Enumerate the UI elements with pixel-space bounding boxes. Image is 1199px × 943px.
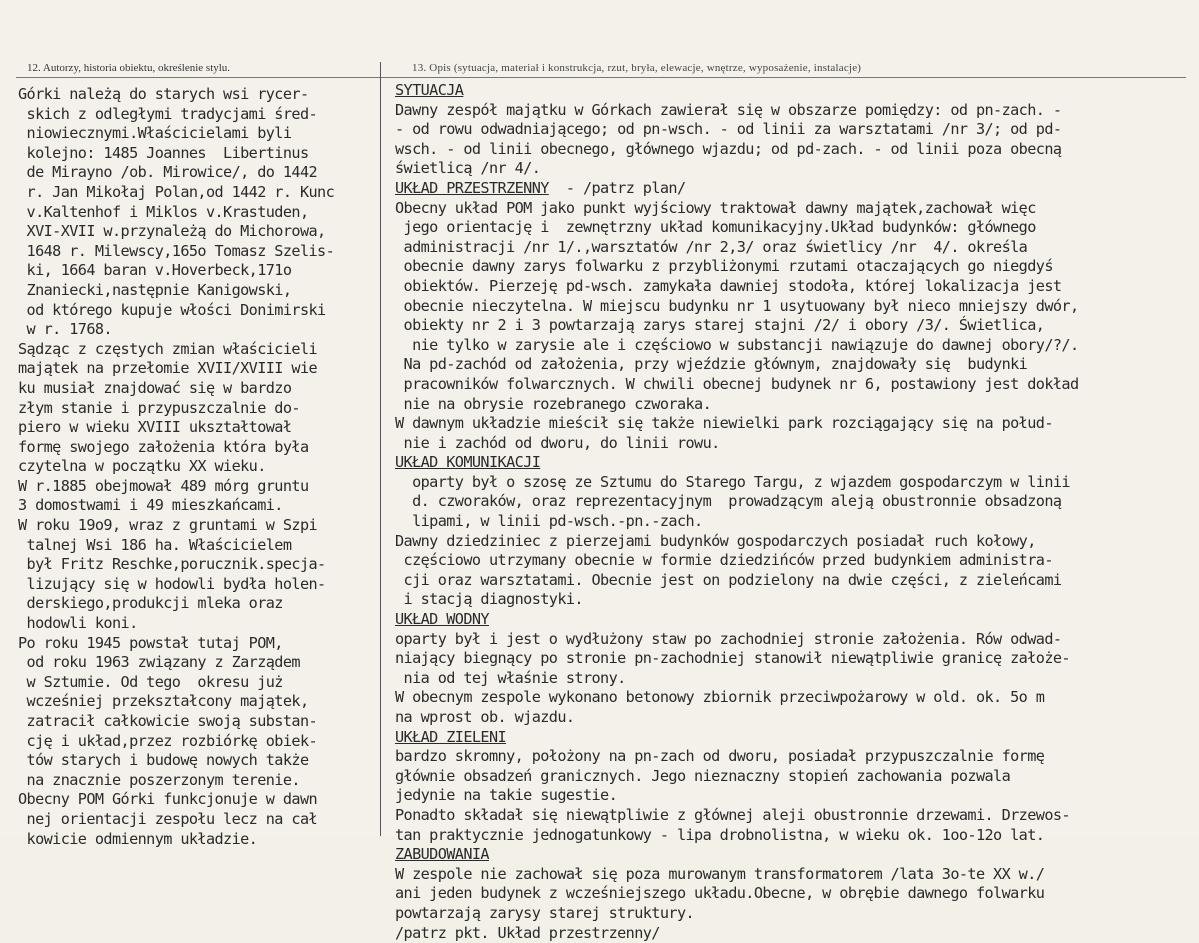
description-text-line: d. czworaków, oraz reprezentacyjnym prowadzącym aleją obustronnie obsadzoną (395, 492, 1062, 511)
description-text-line: niający biegnący po stronie pn-zachodniej stanowił niewątpliwie granicę założe- (395, 649, 1070, 668)
history-text-line: W r.1885 obejmował 489 mórg gruntu (18, 476, 309, 495)
history-text-line: de Mirayno /ob. Mirowice/, do 1442 (18, 163, 318, 182)
history-text-line: czytelna w początku XX wieku. (18, 457, 266, 476)
description-text-line: Dawny dziedziniec z pierzejami budynków gospodarczych posiadał ruch kołowy, (395, 531, 1036, 550)
description-text-line: częściowo utrzymany obecnie w formie dziedzińców przed budynkiem administra- (395, 551, 1053, 570)
history-text-line: wcześniej przekształcony majątek, (18, 692, 309, 711)
description-text-line: Na pd-zachód od założenia, przy wjeździe głównym, znajdowały się budynki (395, 355, 1028, 374)
description-text-line: pracowników folwarcznych. W chwili obecnej budynek nr 6, postawiony jest dokład (395, 374, 1079, 393)
description-text-line: bardzo skromny, położony na pn-zach od dworu, posiadał przypuszczalnie formę (395, 747, 1045, 766)
section-heading-label: UKŁAD ZIELENI (395, 727, 507, 746)
description-text-line: W obecnym zespole wykonano betonowy zbiornik przeciwpożarowy w old. ok. 5o m (395, 688, 1045, 707)
history-text-line: Górki należą do starych wsi rycer- (18, 85, 309, 103)
history-text-line: w r. 1768. (18, 320, 112, 339)
description-text-line: cji oraz warsztatami. Obecnie jest on podzielony na dwie części, z zieleńcami (395, 570, 1062, 589)
description-text-line: nie na obrysie rozebranego czworaka. (395, 394, 712, 413)
history-text-line: ku musiał znajdować się w bardzo (18, 378, 292, 397)
section-heading-label: UKŁAD WODNY (395, 610, 489, 629)
description-text-line: wsch. - od linii obecnego, głównego wjazdu; od pd-zach. - od linii poza obecną (395, 139, 1062, 158)
description-text-line: świetlicą /nr 4/. (395, 159, 541, 178)
history-text-line: kolejno: 1485 Joannes Libertinus (18, 143, 309, 162)
section-heading (395, 453, 1195, 473)
history-text-line: Obecny POM Górki funkcjonuje w dawn (18, 790, 318, 809)
section-heading (395, 845, 1195, 865)
description-text-line: nia od tej właśnie strony. (395, 668, 626, 687)
history-text-line: tów starych i budowę nowych także (18, 751, 309, 770)
description-text-line: obecnie nieczytelna. W miejscu budynku nr 1 usytuowany był nieco mniejszy dwór, (395, 296, 1079, 315)
history-text-line: nej orientacji zespołu lecz na cał (18, 809, 318, 828)
history-text-line: Znaniecki,następnie Kanigowski, (18, 280, 292, 299)
description-text-line: obiekty nr 2 i 3 powtarzają zarys starej stajni /2/ i obory /3/. Świetlica, (395, 316, 1045, 335)
history-text-line: był Fritz Reschke,porucznik.specja- (18, 555, 326, 574)
description-text-line: głównie obsadzeń granicznych. Jego nieznaczny stopień zachowania pozwala (395, 766, 1011, 785)
history-text-line: Po roku 1945 powstał tutaj POM, (18, 633, 283, 652)
section-heading-label: UKŁAD PRZESTRZENNY (395, 178, 549, 197)
header-divider (16, 77, 1186, 78)
history-text-line: formę swojego założenia która była (18, 437, 309, 456)
history-text-line: 1648 r. Milewscy,165o Tomasz Szelis- (18, 241, 335, 260)
description-text-line: Ponadto składał się niewątpliwie z głównej aleji obustronnie drzewami. Drzewos- (395, 805, 1070, 824)
description-text-line: nie i zachód od dworu, do linii rowu. (395, 433, 720, 452)
history-text-line: XVI-XVII w.przynależą do Michorowa, (18, 222, 326, 241)
description-text-line: W dawnym układzie mieścił się także niewielki park rozciągający się na połud- (395, 414, 1053, 433)
history-text-line: skich z odległymi tradycjami śred- (18, 104, 318, 123)
description-text-line: oparty był o szosę ze Sztumu do Starego Targu, z wjazdem gospodarczym w linii (395, 472, 1070, 491)
history-text-line: kowicie odmiennym układzie. (18, 829, 258, 848)
description-text-line: powtarzają zarysy starej struktury. (395, 903, 695, 922)
section-heading-note: - /patrz plan/ (548, 178, 686, 197)
history-text-line: Sądząc z częstych zmian właścicieli (18, 339, 318, 358)
description-text-line: Dawny zespół majątku w Górkach zawierał się w obszarze pomiędzy: od pn-zach. - (395, 100, 1062, 119)
section-heading-label: UKŁAD KOMUNIKACJI (395, 453, 541, 472)
history-text-line: talnej Wsi 186 ha. Właścicielem (18, 535, 292, 554)
description-text-line: lipami, w linii pd-wsch.-pn.-zach. (395, 512, 703, 531)
section-heading (395, 81, 1195, 101)
description-text-line: obiektów. Pierzeję pd-wsch. zamykała dawniej stodoła, której lokalizacja jest (395, 276, 1062, 295)
section-heading (395, 728, 1195, 748)
history-text-line: derskiego,produkcji mleka oraz (18, 594, 283, 613)
history-text-line: niowiecznymi.Właścicielami byli (18, 124, 292, 143)
description-text-line: administracji /nr 1/.,warsztatów /nr 2,3/ oraz świetlicy /nr 4/. określa (395, 237, 1028, 256)
history-text-line: lizujący się w hodowli bydła holen- (18, 574, 326, 593)
description-text-line: oparty był i jest o wydłużony staw po zachodniej stronie założenia. Rów odwad- (395, 629, 1062, 648)
description-text-line: - od rowu odwadniającego; od pn-wsch. - od linii za warsztatami /nr 3/; od pd- (395, 120, 1062, 139)
history-text-line: r. Jan Mikołaj Polan,od 1442 r. Kunc (18, 182, 335, 201)
description-text-line: /patrz pkt. Układ przestrzenny/ (395, 923, 660, 942)
section-header-12: 12. Autorzy, historia obiektu, określenie stylu. (27, 62, 231, 74)
description-text-line: jego orientację i zewnętrzny układ komunikacyjny.Układ budynków: głównego (395, 218, 1036, 237)
history-text-line: na znacznie poszerzonym terenie. (18, 770, 300, 789)
history-text-line: v.Kaltenhof i Miklos v.Krastuden, (18, 202, 309, 221)
description-text-line: Obecny układ POM jako punkt wyjściowy traktował dawny majątek,zachował więc (395, 198, 1036, 217)
history-text-line: majątek na przełomie XVII/XVIII wie (18, 359, 318, 378)
history-text-line: od roku 1963 związany z Zarządem (18, 653, 300, 672)
description-text-line: i stacją diagnostyki. (395, 590, 583, 609)
history-text-line: zatracił całkowicie swoją substan- (18, 712, 318, 730)
history-text-line: cję i układ,przez rozbiórkę obiek- (18, 731, 318, 750)
history-text-line: W roku 19o9, wraz z gruntami w Szpi (18, 516, 318, 535)
description-column (395, 81, 1195, 943)
section-heading-label: SYTUACJA (395, 81, 464, 99)
history-text-line: ki, 1664 baran v.Hoverbeck,171o (18, 261, 292, 280)
description-text-line: W zespole nie zachował się poza murowanym transformatorem /lata 3o-te XX w./ (395, 864, 1045, 883)
description-text-line: na wprost ob. wjazdu. (395, 708, 575, 726)
history-column (18, 85, 384, 849)
history-text-line: hodowli koni. (18, 614, 138, 633)
history-text-line: w Sztumie. Od tego okresu już (18, 672, 283, 691)
section-heading (395, 179, 1195, 199)
history-text-line: złym stanie i przypuszczalnie do- (18, 398, 300, 417)
description-text-line: tan praktycznie jednogatunkowy - lipa drobnolistna, w wieku ok. 1oo-12o lat. (395, 825, 1045, 844)
section-header-13: 13. Opis (sytuacja, materiał i konstrukcja, rzut, bryła, elewacje, wnętrze, wyposażenie, instalacje) (412, 62, 862, 74)
description-text-line: nie tylko w zarysie ale i częściowo w substancji nawiązuje do dawnej obory/?/. (395, 335, 1079, 354)
description-text-line: ani jeden budynek z wcześniejszego układu.Obecne, w obrębie dawnego folwarku (395, 884, 1045, 903)
history-text-line: piero w wieku XVIII ukształtował (18, 418, 292, 437)
history-text-line: 3 domostwami i 49 mieszkańcami. (18, 496, 283, 515)
history-text-line: od którego kupuje włości Donimirski (18, 300, 326, 319)
description-text-line: obecnie dawny zarys folwarku z przybliżonymi rzutami otaczających go niegdyś (395, 257, 1053, 276)
section-heading-label: ZABUDOWANIA (395, 845, 489, 864)
description-text-line: jedynie na takie sugestie. (395, 786, 618, 805)
section-heading (395, 610, 1195, 630)
